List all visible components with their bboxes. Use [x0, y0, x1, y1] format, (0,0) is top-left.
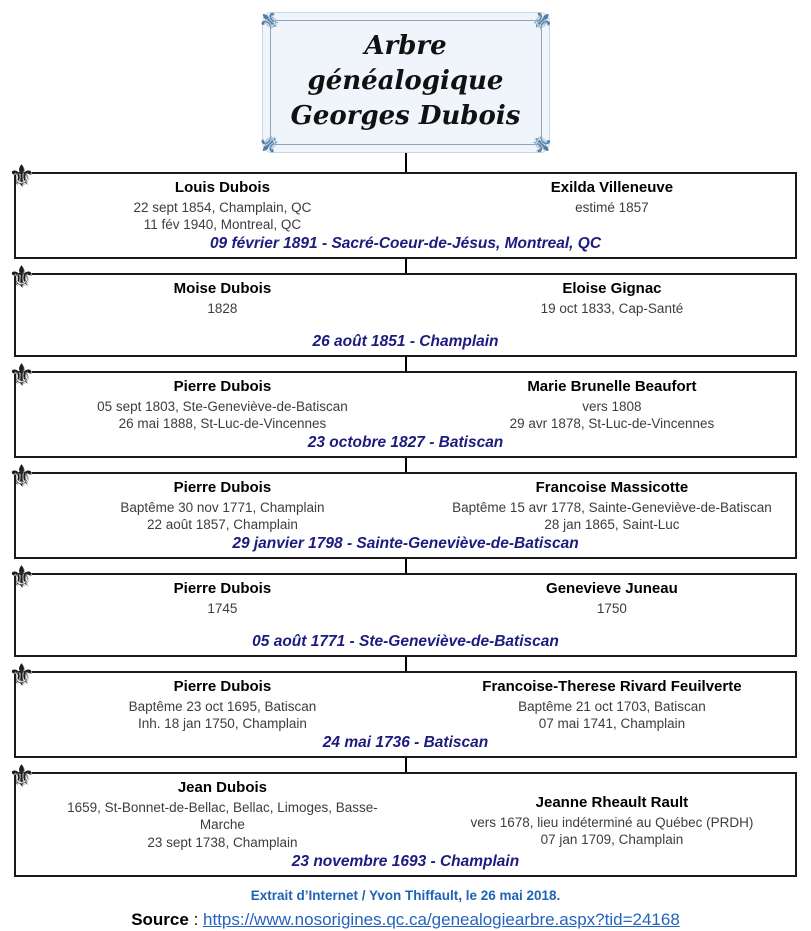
wife-date-line1: vers 1678, lieu indéterminé au Québec (PRDH) [470, 814, 754, 830]
marriage-line: 23 octobre 1827 - Batiscan [307, 434, 504, 452]
title-frame [270, 20, 542, 145]
husband-date-line1: 1659, St-Bonnet-de-Bellac, Bellac, Limoges, Basse-Marche [67, 799, 378, 833]
title-box [251, 3, 560, 162]
couple-row [16, 778, 795, 852]
husband-name: Louis Dubois [174, 179, 270, 197]
husband-name: Pierre Dubois [173, 678, 272, 696]
wife-date-line1: 1750 [596, 600, 627, 616]
fleur-de-lis-icon: ⚜ [8, 460, 35, 494]
husband-info [16, 478, 429, 534]
fleur-de-lis-icon: ⚜ [8, 359, 35, 393]
fleur-de-lis-icon: ⚜ [8, 659, 35, 693]
wife-date-line1: estimé 1857 [575, 199, 649, 215]
husband-date-line1: 22 sept 1854, Champlain, QC [133, 199, 312, 215]
wife-name: Eloise Gignac [562, 280, 662, 298]
couple-row [16, 677, 795, 733]
wife-name: Marie Brunelle Beaufort [527, 378, 697, 396]
wife-info [429, 677, 795, 733]
generation-box [8, 659, 797, 758]
husband-info [16, 279, 429, 317]
couple-row [16, 579, 795, 617]
husband-info [16, 377, 429, 433]
fleur-de-lis-icon: ⚜ [8, 261, 35, 295]
wife-name: Exilda Villeneuve [550, 179, 674, 197]
wife-date-line2: 07 mai 1741, Champlain [538, 716, 686, 732]
corner-ornament-icon: ⚜ [251, 126, 288, 162]
corner-ornament-icon: ⚜ [251, 3, 288, 39]
connector-line [405, 153, 407, 172]
husband-info [16, 677, 429, 733]
marriage-line: 26 août 1851 - Champlain [312, 333, 499, 351]
marriage-line: 23 novembre 1693 - Champlain [291, 853, 520, 871]
husband-name: Moise Dubois [173, 280, 272, 298]
source-label: Source [131, 910, 189, 930]
couple-row [16, 478, 795, 534]
husband-info [16, 579, 429, 617]
husband-date-line2: 22 août 1857, Champlain [146, 517, 298, 533]
generation-box [8, 261, 797, 357]
wife-info [429, 478, 795, 534]
fleur-de-lis-icon: ⚜ [8, 160, 35, 194]
connector-line [405, 357, 407, 371]
generation-box [8, 460, 797, 559]
wife-name: Francoise-Therese Rivard Feuilverte [482, 678, 742, 696]
husband-date-line1: 05 sept 1803, Ste-Geneviève-de-Batiscan [97, 398, 348, 414]
marriage-line: 05 août 1771 - Ste-Geneviève-de-Batiscan [252, 633, 559, 651]
husband-date-line1: Baptême 30 nov 1771, Champlain [120, 499, 325, 515]
wife-date-line1: vers 1808 [582, 398, 642, 414]
husband-date-line2: Inh. 18 jan 1750, Champlain [137, 716, 307, 732]
husband-date-line2: 11 fév 1940, Montreal, QC [143, 217, 302, 233]
genealogy-document [0, 3, 811, 931]
fleur-de-lis-icon: ⚜ [8, 561, 35, 595]
husband-date-line1: Baptême 23 oct 1695, Batiscan [128, 698, 317, 714]
wife-info [429, 579, 795, 617]
wife-date-line2: 07 jan 1709, Champlain [540, 832, 684, 848]
husband-name: Pierre Dubois [173, 479, 272, 497]
husband-date-line2: 26 mai 1888, St-Luc-de-Vincennes [118, 416, 327, 432]
husband-name: Jean Dubois [177, 779, 268, 797]
wife-date-line2: 29 avr 1878, St-Luc-de-Vincennes [509, 416, 715, 432]
fleur-de-lis-icon: ⚜ [8, 760, 35, 794]
wife-name: Jeanne Rheault Rault [535, 794, 689, 812]
couple-row [16, 377, 795, 433]
corner-ornament-icon: ⚜ [523, 3, 560, 39]
husband-name: Pierre Dubois [173, 378, 272, 396]
wife-info [429, 279, 795, 317]
connector-line [405, 657, 407, 671]
footer [0, 888, 811, 930]
page-title-line2: Georges Dubois [290, 101, 521, 132]
wife-date-line2: 28 jan 1865, Saint-Luc [544, 517, 680, 533]
source-line [0, 910, 811, 930]
couple-row [16, 279, 795, 317]
extract-note: Extrait d’Internet / Yvon Thiffault, le 26 mai 2018. [250, 888, 561, 904]
wife-date-line1: Baptême 21 oct 1703, Batiscan [518, 698, 706, 714]
page-title-line1: Arbre généalogique [307, 31, 504, 97]
generation-box [8, 561, 797, 657]
source-separator: : [188, 910, 204, 930]
generation-box [8, 359, 797, 458]
husband-name: Pierre Dubois [173, 580, 272, 598]
wife-info [429, 778, 795, 852]
couple-row [16, 178, 795, 234]
marriage-line: 09 février 1891 - Sacré-Coeur-de-Jésus, Montreal, QC [209, 235, 602, 253]
wife-date-line1: 19 oct 1833, Cap-Santé [540, 300, 684, 316]
husband-info [16, 778, 429, 852]
husband-info [16, 178, 429, 234]
husband-date-line1: 1828 [207, 300, 238, 316]
husband-date-line1: 1745 [207, 600, 238, 616]
wife-info [429, 377, 795, 433]
wife-name: Genevieve Juneau [546, 580, 678, 598]
husband-date-line2: 23 sept 1738, Champlain [147, 835, 298, 851]
wife-name: Francoise Massicotte [535, 479, 689, 497]
connector-line [405, 758, 407, 772]
connector-line [405, 259, 407, 273]
connector-line [405, 559, 407, 573]
generation-box [8, 760, 797, 877]
marriage-line: 29 janvier 1798 - Sainte-Geneviève-de-Batiscan [232, 535, 579, 553]
source-url-link[interactable]: https://www.nosorigines.qc.ca/genealogiearbre.aspx?tid=24168 [203, 910, 680, 930]
genealogy-tree [0, 160, 811, 877]
wife-info [429, 178, 795, 234]
wife-date-line1: Baptême 15 avr 1778, Sainte-Geneviève-de-Batiscan [452, 499, 772, 515]
corner-ornament-icon: ⚜ [523, 126, 560, 162]
marriage-line: 24 mai 1736 - Batiscan [322, 734, 489, 752]
generation-box [8, 160, 797, 259]
connector-line [405, 458, 407, 472]
